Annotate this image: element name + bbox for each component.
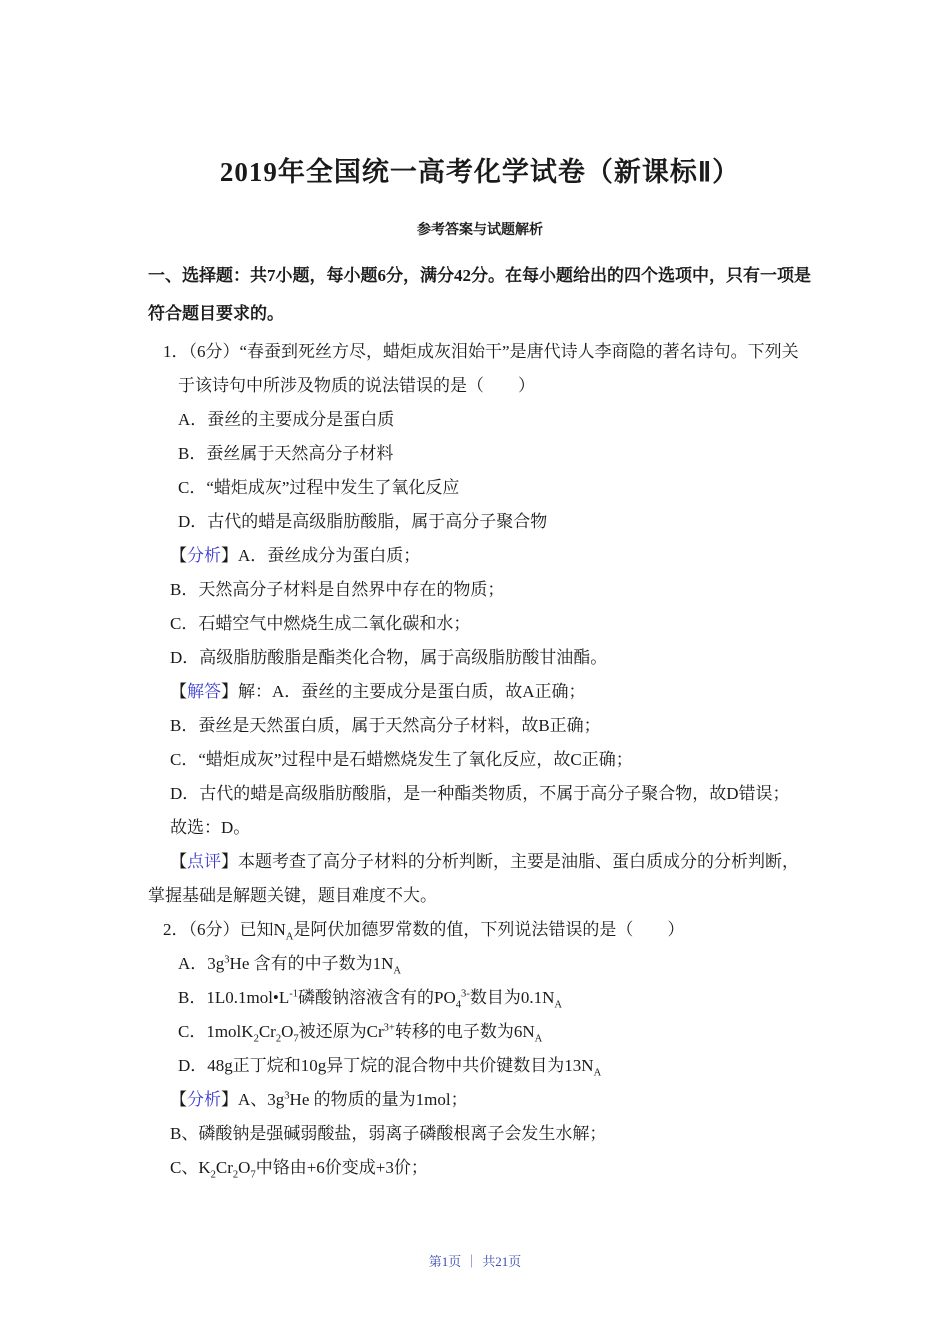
subscript: 7 [250,1169,256,1181]
superscript: 3- [461,988,470,1000]
solution-line: C、$K_2Cr_2O_7$中铬由+6价变成+3价； [170,1158,428,1181]
question-text: 1．（6分）“春蚕到死丝方尽，蜡炬成灰泪始干”是唐代诗人李商隐的著名诗句。下列关于该诗句中所涉及物质的说法错误的是（ ） [163,342,799,395]
question-text: 2．（6分）已知$N_A$是阿伏加德罗常数的值，下列说法错误的是（ ） [163,920,685,943]
subscript: 7 [293,1033,299,1045]
section-heading: 一、选择题：共7小题，每小题6分，满分42分。在每小题给出的四个选项中，只有一项是符合题目要求的。 [148,266,811,323]
label-bracket-open: 【 [170,546,187,565]
label-text: 点评 [187,852,221,871]
option-item: B．$1L0.1mol•L^{-1}$磷酸钠溶液含有的$PO_4^{3-}$数目为$0.1N_A$ [178,988,562,1011]
subscript: A [534,1033,543,1045]
page-footer [0,1251,950,1270]
option-item: A．蚕丝的主要成分是蛋白质 [178,410,395,429]
label-bracket-close: 】 [221,852,238,871]
subscript: A [285,931,294,943]
footer-separator: ｜ [465,1254,479,1269]
solution-line: D．高级脂肪酸脂是酯类化合物，属于高级脂肪酸甘油酯。 [170,648,608,667]
solution-line: B、磷酸钠是强碱弱酸盐，弱离子磷酸根离子会发生水解； [170,1124,607,1143]
page-subtitle: 参考答案与试题解析 [417,223,543,238]
subscript: A [593,1067,602,1079]
footer-total-pages: 共21页 [482,1254,522,1269]
solution-line: B．天然高分子材料是自然界中存在的物质； [170,580,505,599]
option-item: B．蚕丝属于天然高分子材料 [178,444,394,463]
solution-label-line: 【分析】A．蚕丝成分为蛋白质； [170,546,421,565]
label-text: 解答 [187,682,221,701]
solution-line: D．古代的蜡是高级脂肪酸脂，是一种酯类物质，不属于高分子聚合物，故D错误； [170,784,790,803]
subscript: A [554,999,562,1011]
label-text: 分析 [187,546,221,565]
solution-line: B．蚕丝是天然蛋白质，属于天然高分子材料，故B正确； [170,716,601,735]
solution-label-line: 【点评】本题考查了高分子材料的分析判断，主要是油脂、蛋白质成分的分析判断，掌握基础是解题关键，题目难度不大。 [148,852,799,905]
footer-page-number: 第1页 [428,1254,462,1269]
superscript: -1 [289,988,299,1000]
solution-label-line: 【分析】A、$3g^3He$ 的物质的量为1mol； [170,1090,468,1109]
subscript: 2 [232,1169,239,1181]
subscript: A [393,965,402,977]
solution-line: C．“蜡炬成灰”过程中是石蜡燃烧发生了氧化反应，故C正确； [170,750,633,769]
subscript: 4 [455,999,462,1011]
label-bracket-open: 【 [170,1090,187,1109]
solution-line: 故选：D。 [170,818,251,837]
option-item: A．$3g^3He$ 含有的中子数为$1N_A$ [178,954,402,977]
option-item: D．古代的蜡是高级脂肪酸脂，属于高分子聚合物 [178,512,548,531]
label-bracket-close: 】 [221,682,238,701]
superscript: 3+ [383,1022,395,1034]
subscript: 2 [210,1169,216,1181]
document-body [148,257,812,1185]
superscript: 3 [224,954,230,966]
subscript: 2 [253,1033,259,1045]
label-text: 分析 [187,1090,221,1109]
option-item: C．“蜡炬成灰”过程中发生了氧化反应 [178,478,460,497]
label-bracket-close: 】 [221,546,238,565]
label-bracket-open: 【 [170,852,187,871]
label-bracket-close: 】 [221,1090,238,1109]
superscript: 3 [284,1090,290,1102]
label-bracket-open: 【 [170,682,187,701]
page-title: 2019年全国统一高考化学试卷（新课标Ⅱ） [219,157,741,187]
option-item: D．48g正丁烷和10g异丁烷的混合物中共价键数目为$13N_A$ [178,1056,602,1079]
solution-line: C．石蜡空气中燃烧生成二氧化碳和水； [170,614,471,633]
subscript: 2 [275,1033,282,1045]
solution-label-line: 【解答】解：A．蚕丝的主要成分是蛋白质，故A正确； [170,682,586,701]
option-item: C．$1molK_2Cr_2O_7$被还原为$Cr^{3+}$转移的电子数为$6N_A$ [178,1022,543,1045]
